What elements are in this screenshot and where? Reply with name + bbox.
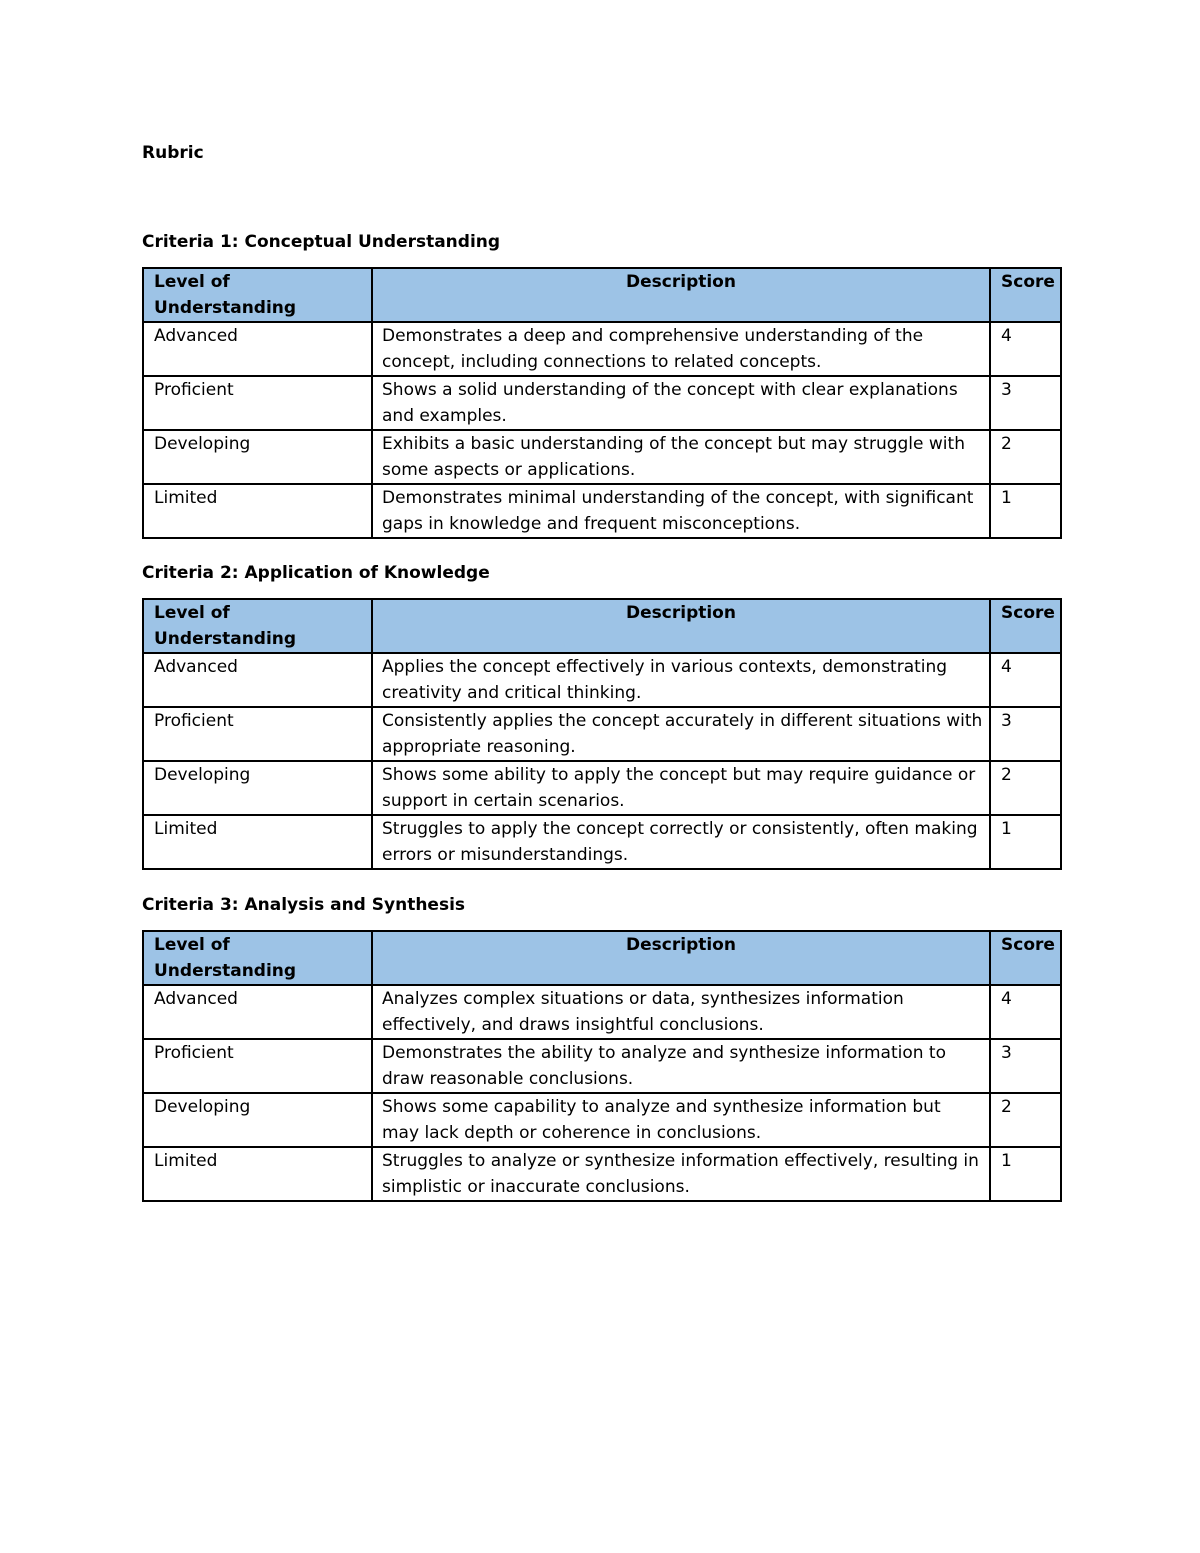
column-header-score: Score (990, 931, 1061, 985)
score-cell: 3 (990, 376, 1061, 430)
score-cell: 1 (990, 484, 1061, 538)
level-cell: Advanced (143, 985, 372, 1039)
score-cell: 1 (990, 1147, 1061, 1201)
score-cell: 2 (990, 761, 1061, 815)
score-cell: 4 (990, 322, 1061, 376)
description-cell: Struggles to analyze or synthesize information effectively, resulting in simplistic or inaccurate conclusions. (372, 1147, 990, 1201)
table-row (143, 376, 1061, 430)
level-cell: Limited (143, 1147, 372, 1201)
table-row (143, 1147, 1061, 1201)
score-cell: 3 (990, 707, 1061, 761)
document-title: Rubric (142, 143, 204, 163)
table-row (143, 430, 1061, 484)
column-header-level: Level of Understanding (143, 599, 372, 653)
rubric-table (142, 930, 1062, 1202)
level-cell: Developing (143, 761, 372, 815)
table-header-row (143, 931, 1061, 985)
score-cell: 4 (990, 985, 1061, 1039)
column-header-score: Score (990, 268, 1061, 322)
level-cell: Limited (143, 815, 372, 869)
score-cell: 4 (990, 653, 1061, 707)
score-cell: 1 (990, 815, 1061, 869)
description-cell: Demonstrates the ability to analyze and synthesize information to draw reasonable conclusions. (372, 1039, 990, 1093)
level-cell: Developing (143, 430, 372, 484)
table-row (143, 322, 1061, 376)
criteria-section-2 (142, 562, 1060, 870)
column-header-description: Description (372, 599, 990, 653)
criteria-heading: Criteria 3: Analysis and Synthesis (142, 895, 466, 915)
table-row (143, 1039, 1061, 1093)
description-cell: Applies the concept effectively in various contexts, demonstrating creativity and critical thinking. (372, 653, 990, 707)
criteria-heading: Criteria 1: Conceptual Understanding (142, 232, 501, 252)
score-cell: 2 (990, 1093, 1061, 1147)
level-cell: Proficient (143, 707, 372, 761)
table-row (143, 707, 1061, 761)
level-cell: Proficient (143, 376, 372, 430)
criteria-section-1 (142, 231, 1060, 539)
description-cell: Demonstrates minimal understanding of the concept, with significant gaps in knowledge and frequent misconceptions. (372, 484, 990, 538)
score-cell: 3 (990, 1039, 1061, 1093)
table-row (143, 484, 1061, 538)
description-cell: Demonstrates a deep and comprehensive understanding of the concept, including connections to related concepts. (372, 322, 990, 376)
description-cell: Shows a solid understanding of the concept with clear explanations and examples. (372, 376, 990, 430)
description-cell: Consistently applies the concept accurately in different situations with appropriate reasoning. (372, 707, 990, 761)
table-row (143, 1093, 1061, 1147)
level-cell: Advanced (143, 653, 372, 707)
level-cell: Developing (143, 1093, 372, 1147)
description-cell: Struggles to apply the concept correctly or consistently, often making errors or misunderstandings. (372, 815, 990, 869)
column-header-level: Level of Understanding (143, 931, 372, 985)
description-cell: Shows some capability to analyze and synthesize information but may lack depth or coherence in conclusions. (372, 1093, 990, 1147)
table-row (143, 653, 1061, 707)
description-cell: Exhibits a basic understanding of the concept but may struggle with some aspects or applications. (372, 430, 990, 484)
rubric-table (142, 598, 1062, 870)
table-header-row (143, 268, 1061, 322)
table-row (143, 985, 1061, 1039)
rubric-table (142, 267, 1062, 539)
table-row (143, 761, 1061, 815)
table-header-row (143, 599, 1061, 653)
level-cell: Limited (143, 484, 372, 538)
description-cell: Shows some ability to apply the concept but may require guidance or support in certain scenarios. (372, 761, 990, 815)
column-header-description: Description (372, 268, 990, 322)
score-cell: 2 (990, 430, 1061, 484)
level-cell: Proficient (143, 1039, 372, 1093)
description-cell: Analyzes complex situations or data, synthesizes information effectively, and draws insightful conclusions. (372, 985, 990, 1039)
column-header-description: Description (372, 931, 990, 985)
criteria-section-3 (142, 894, 1060, 1202)
criteria-heading: Criteria 2: Application of Knowledge (142, 563, 490, 583)
column-header-level: Level of Understanding (143, 268, 372, 322)
level-cell: Advanced (143, 322, 372, 376)
table-row (143, 815, 1061, 869)
column-header-score: Score (990, 599, 1061, 653)
